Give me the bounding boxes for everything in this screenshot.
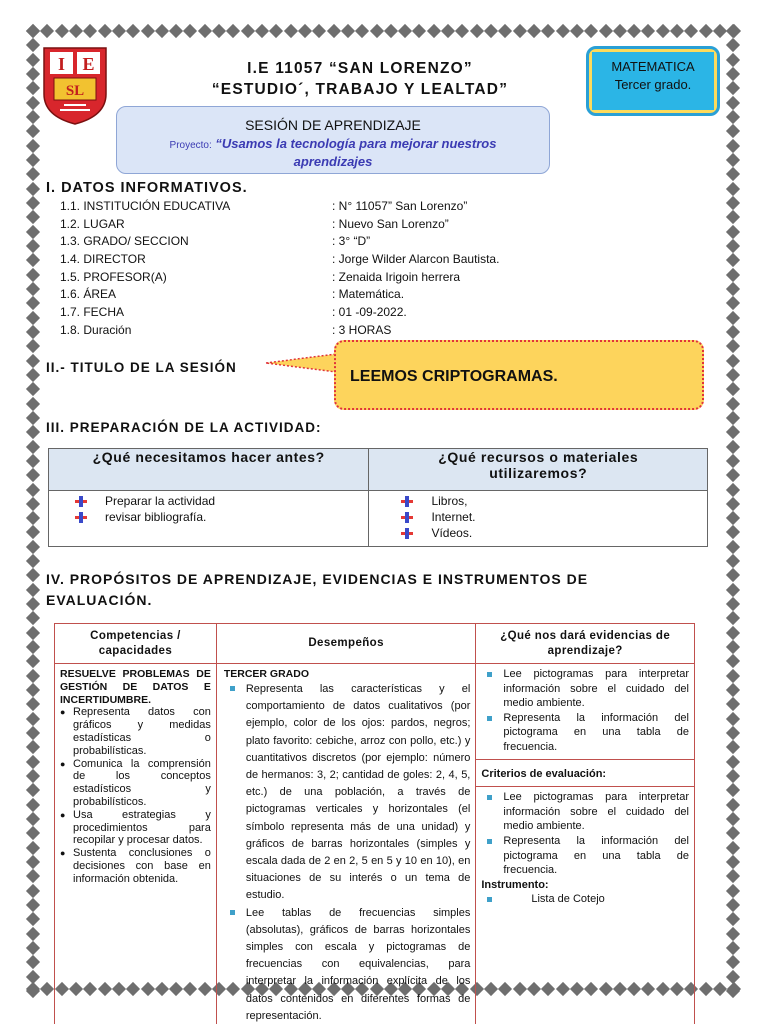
diamond-ornament <box>26 468 40 482</box>
diamond-ornament <box>726 454 740 468</box>
diamond-ornament <box>726 726 740 740</box>
diamond-ornament <box>26 955 40 969</box>
diamond-ornament <box>26 210 40 224</box>
diamond-ornament <box>269 24 283 38</box>
diamond-ornament <box>26 568 40 582</box>
diamond-ornament <box>384 24 398 38</box>
diamond-border-left <box>28 26 38 996</box>
info-row <box>60 323 540 341</box>
arrow-bullet-icon <box>401 496 413 507</box>
school-name <box>150 58 570 100</box>
evidencias-section <box>476 664 694 760</box>
info-label: 1.5. PROFESOR(A) <box>60 269 167 284</box>
callout-pointer-icon <box>264 352 336 374</box>
diamond-ornament <box>726 368 740 382</box>
diamond-ornament <box>726 153 740 167</box>
project-title: “Usamos la tecnología para mejorar nuestros aprendizajes <box>215 136 497 169</box>
diamond-ornament <box>326 24 340 38</box>
diamond-ornament <box>726 411 740 425</box>
diamond-ornament <box>26 841 40 855</box>
diamond-ornament <box>726 941 740 955</box>
diamond-ornament <box>726 210 740 224</box>
diamond-ornament <box>26 941 40 955</box>
info-label: 1.2. LUGAR <box>60 216 125 231</box>
diamond-ornament <box>713 982 727 996</box>
diamond-ornament <box>26 282 40 296</box>
preparation-table <box>48 448 708 547</box>
diamond-ornament <box>40 24 54 38</box>
diamond-ornament <box>513 24 527 38</box>
diamond-ornament <box>726 855 740 869</box>
diamond-ornament <box>355 24 369 38</box>
diamond-ornament <box>726 783 740 797</box>
info-row <box>60 287 540 305</box>
evidencias-cell <box>476 664 695 1024</box>
prep-item: revisar bibliografía. <box>105 510 207 524</box>
diamond-ornament <box>26 153 40 167</box>
project-line <box>117 136 549 170</box>
diamond-ornament <box>726 239 740 253</box>
diamond-ornament <box>26 182 40 196</box>
diamond-ornament <box>684 24 698 38</box>
diamond-ornament <box>26 325 40 339</box>
diamond-ornament <box>198 24 212 38</box>
diamond-ornament <box>26 654 40 668</box>
capacidad-item: ● Sustenta conclusiones o decisiones con base en información obtenida. <box>60 847 211 885</box>
diamond-ornament <box>726 38 740 52</box>
info-value: : 3 HORAS <box>332 322 392 337</box>
diamond-ornament <box>726 139 740 153</box>
diamond-ornament <box>726 626 740 640</box>
list-item <box>401 493 707 509</box>
diamond-ornament <box>726 382 740 396</box>
diamond-ornament <box>627 24 641 38</box>
diamond-ornament <box>26 884 40 898</box>
diamond-ornament <box>241 24 255 38</box>
diamond-ornament <box>26 611 40 625</box>
diamond-ornament <box>26 912 40 926</box>
info-value: : Nuevo San Lorenzo” <box>332 216 449 231</box>
diamond-ornament <box>726 196 740 210</box>
section-4-heading <box>46 569 588 611</box>
diamond-ornament <box>726 396 740 410</box>
diamond-ornament <box>641 24 655 38</box>
list-item <box>75 493 368 509</box>
instrumento-label: Instrumento: <box>481 878 549 891</box>
diamond-ornament <box>726 96 740 110</box>
diamond-ornament <box>26 296 40 310</box>
info-row <box>60 234 540 252</box>
info-list <box>60 199 540 341</box>
diamond-ornament <box>398 24 412 38</box>
arrow-bullet-icon <box>401 528 413 539</box>
diamond-ornament <box>26 783 40 797</box>
diamond-ornament <box>699 982 713 996</box>
diamond-ornament <box>26 225 40 239</box>
logo-letter-e: E <box>82 54 95 74</box>
diamond-ornament <box>255 24 269 38</box>
diamond-ornament <box>726 167 740 181</box>
info-value: : Matemática. <box>332 287 405 302</box>
diamond-ornament <box>226 24 240 38</box>
diamond-ornament <box>726 755 740 769</box>
desempeno-item: Representa las características y el comportamiento de datos cualitativos (por ejemplo, color de los ojos: pardos, negros; plato favorito: cebiche, arroz con pollo, etc.) y cuantitativos discretos (por ejemplo: número de hermanos: 3, 2; cantidad de goles: 2, 4, 5, etc.) de una población, a través de pictogramas verticales y horizontales (el símbolo representa más de una unidad) y gráficos de barras horizontales (simples y escala dada de 2 en 2, 5 en 5 y 10 en 10), en situaciones de su interés o un tema de estudio. <box>224 681 471 905</box>
diamond-ornament <box>341 24 355 38</box>
logo-letter-i: I <box>57 54 66 74</box>
competencias-cell <box>55 664 217 1024</box>
diamond-ornament <box>155 24 169 38</box>
arrow-bullet-icon <box>401 512 413 523</box>
project-label: Proyecto: <box>169 140 212 151</box>
instrumento-item: Lista de Cotejo <box>481 892 689 907</box>
diamond-ornament <box>26 81 40 95</box>
list-item <box>401 509 707 525</box>
diamond-ornament <box>126 24 140 38</box>
diamond-ornament <box>40 982 54 996</box>
diamond-ornament <box>26 769 40 783</box>
diamond-ornament <box>726 712 740 726</box>
diamond-ornament <box>26 855 40 869</box>
diamond-ornament <box>670 24 684 38</box>
session-title: SESIÓN DE APRENDIZAJE <box>245 117 421 133</box>
diamond-ornament <box>726 53 740 67</box>
diamond-ornament <box>726 597 740 611</box>
diamond-ornament <box>541 24 555 38</box>
info-value: : 3° “D” <box>332 234 371 249</box>
diamond-ornament <box>726 497 740 511</box>
diamond-ornament <box>284 24 298 38</box>
prep-header-before: ¿Qué necesitamos hacer antes? <box>49 449 369 491</box>
section-4-heading-line2: EVALUACIÓN. <box>46 592 153 608</box>
diamond-ornament <box>26 927 40 941</box>
header-evidencias: ¿Qué nos dará evidencias de aprendizaje? <box>476 624 695 664</box>
diamond-ornament <box>26 124 40 138</box>
diamond-ornament <box>726 182 740 196</box>
diamond-ornament <box>726 869 740 883</box>
capacidad-item: ● Representa datos con gráficos y medidas estadísticas o probabilísticas. <box>60 706 211 757</box>
section-3-heading: III. PREPARACIÓN DE LA ACTIVIDAD: <box>46 420 322 435</box>
diamond-ornament <box>26 454 40 468</box>
diamond-ornament <box>140 24 154 38</box>
session-main-title: LEEMOS CRIPTOGRAMAS. <box>350 368 558 385</box>
diamond-ornament <box>312 24 326 38</box>
diamond-ornament <box>26 53 40 67</box>
diamond-ornament <box>470 24 484 38</box>
info-value: : Jorge Wilder Alarcon Bautista. <box>332 252 500 267</box>
diamond-ornament <box>26 439 40 453</box>
diamond-ornament <box>726 554 740 568</box>
diamond-ornament <box>298 24 312 38</box>
diamond-ornament <box>427 24 441 38</box>
diamond-ornament <box>656 24 670 38</box>
diamond-ornament <box>726 325 740 339</box>
diamond-ornament <box>726 339 740 353</box>
info-row <box>60 252 540 270</box>
diamond-ornament <box>726 826 740 840</box>
purposes-table <box>54 623 695 1024</box>
diamond-ornament <box>726 353 740 367</box>
diamond-ornament <box>26 626 40 640</box>
diamond-ornament <box>26 511 40 525</box>
diamond-ornament <box>26 755 40 769</box>
logo-initials: SL <box>65 83 85 99</box>
info-row <box>60 270 540 288</box>
diamond-ornament <box>26 669 40 683</box>
prep-item: Preparar la actividad <box>105 494 216 508</box>
prep-before-cell <box>49 491 369 547</box>
diamond-ornament <box>26 339 40 353</box>
diamond-ornament <box>26 697 40 711</box>
header-competencias: Competencias / capacidades <box>55 624 217 664</box>
grade-label: Tercer grado. <box>614 77 692 92</box>
list-item <box>75 509 368 525</box>
diamond-ornament <box>26 712 40 726</box>
criterios-label-section <box>476 760 694 788</box>
section-1-heading: I. DATOS INFORMATIVOS. <box>46 180 248 196</box>
diamond-ornament <box>726 927 740 941</box>
diamond-ornament <box>441 24 455 38</box>
capacidad-item: ● Usa estrategias y procedimientos para recopilar y procesar datos. <box>60 809 211 847</box>
diamond-ornament <box>26 368 40 382</box>
resource-item: Vídeos. <box>431 526 473 540</box>
diamond-ornament <box>26 353 40 367</box>
diamond-ornament <box>26 139 40 153</box>
diamond-ornament <box>527 24 541 38</box>
session-title-callout <box>334 340 704 410</box>
diamond-ornament <box>169 24 183 38</box>
diamond-ornament <box>726 798 740 812</box>
info-label: 1.3. GRADO/ SECCION <box>60 234 189 249</box>
session-header-box <box>116 106 550 174</box>
diamond-ornament <box>726 683 740 697</box>
info-label: 1.4. DIRECTOR <box>60 252 146 267</box>
diamond-ornament <box>726 740 740 754</box>
diamond-ornament <box>26 525 40 539</box>
diamond-ornament <box>26 798 40 812</box>
diamond-ornament <box>598 24 612 38</box>
diamond-ornament <box>726 67 740 81</box>
diamond-ornament <box>212 24 226 38</box>
diamond-ornament <box>726 81 740 95</box>
diamond-ornament <box>26 984 40 998</box>
grade-label: TERCER GRADO <box>223 668 310 680</box>
capacidad-item: ● Comunica la comprensión de los conceptos estadísticos y probabilísticos. <box>60 758 211 809</box>
diamond-ornament <box>26 38 40 52</box>
school-name-line1: I.E 11057 “SAN LORENZO” <box>247 60 473 77</box>
diamond-ornament <box>726 583 740 597</box>
diamond-ornament <box>369 24 383 38</box>
diamond-ornament <box>584 24 598 38</box>
diamond-ornament <box>726 525 740 539</box>
info-label: 1.8. Duración <box>60 322 132 337</box>
diamond-ornament <box>726 225 740 239</box>
diamond-ornament <box>26 826 40 840</box>
diamond-ornament <box>26 726 40 740</box>
diamond-ornament <box>484 24 498 38</box>
diamond-ornament <box>26 253 40 267</box>
diamond-ornament <box>26 683 40 697</box>
criterios-section <box>476 787 694 911</box>
diamond-ornament <box>726 812 740 826</box>
diamond-ornament <box>726 970 740 984</box>
diamond-ornament <box>726 640 740 654</box>
diamond-ornament <box>26 382 40 396</box>
diamond-ornament <box>26 396 40 410</box>
school-logo <box>40 44 110 126</box>
diamond-ornament <box>726 124 740 138</box>
diamond-ornament <box>83 24 97 38</box>
diamond-ornament <box>726 482 740 496</box>
diamond-ornament <box>26 740 40 754</box>
diamond-ornament <box>726 110 740 124</box>
diamond-ornament <box>570 24 584 38</box>
info-value: : Zenaida Irigoin herrera <box>332 269 461 284</box>
subject-label: MATEMATICA <box>611 59 695 74</box>
diamond-ornament <box>726 669 740 683</box>
diamond-ornament <box>726 611 740 625</box>
diamond-ornament <box>26 970 40 984</box>
diamond-ornament <box>726 955 740 969</box>
diamond-ornament <box>726 268 740 282</box>
diamond-ornament <box>726 697 740 711</box>
section-2-heading: II.- TITULO DE LA SESIÓN <box>46 360 237 375</box>
header-desempenos: Desempeños <box>216 624 476 664</box>
info-row <box>60 305 540 323</box>
info-label: 1.7. FECHA <box>60 305 125 320</box>
diamond-ornament <box>26 640 40 654</box>
info-value: : 01 -09-2022. <box>332 305 407 320</box>
info-row <box>60 199 540 217</box>
info-value: : N° 11057” San Lorenzo” <box>332 199 468 213</box>
diamond-ornament <box>26 554 40 568</box>
diamond-ornament <box>726 310 740 324</box>
diamond-ornament <box>26 482 40 496</box>
diamond-ornament <box>26 497 40 511</box>
prep-header-resources: ¿Qué recursos o materiales utilizaremos? <box>369 449 708 491</box>
diamond-ornament <box>726 296 740 310</box>
diamond-ornament <box>112 24 126 38</box>
criterio-item: Lee pictogramas para interpretar información sobre el cuidado del medio ambiente. <box>481 790 689 834</box>
diamond-ornament <box>69 24 83 38</box>
diamond-ornament <box>26 583 40 597</box>
evidencia-item: Lee pictogramas para interpretar información sobre el cuidado del medio ambiente. <box>481 667 689 711</box>
diamond-ornament <box>726 568 740 582</box>
diamond-ornament <box>26 239 40 253</box>
list-item <box>401 525 707 541</box>
resource-item: Internet. <box>431 510 476 524</box>
diamond-ornament <box>699 24 713 38</box>
diamond-ornament <box>26 110 40 124</box>
diamond-border-top <box>28 26 740 36</box>
diamond-ornament <box>726 468 740 482</box>
diamond-ornament <box>412 24 426 38</box>
desempenos-cell <box>216 664 476 1024</box>
diamond-ornament <box>183 24 197 38</box>
criterio-item: Representa la información del pictograma en una tabla de frecuencia. <box>481 834 689 878</box>
diamond-ornament <box>26 411 40 425</box>
diamond-ornament <box>726 984 740 998</box>
diamond-border-right <box>728 26 738 996</box>
diamond-ornament <box>726 884 740 898</box>
diamond-ornament <box>726 253 740 267</box>
diamond-ornament <box>726 841 740 855</box>
prep-resources-cell <box>369 491 708 547</box>
diamond-ornament <box>726 511 740 525</box>
info-label: 1.6. ÁREA <box>60 287 117 302</box>
diamond-ornament <box>726 282 740 296</box>
diamond-ornament <box>726 24 740 38</box>
diamond-ornament <box>55 24 69 38</box>
arrow-bullet-icon <box>75 496 87 507</box>
criterios-label: Criterios de evaluación: <box>481 767 607 780</box>
diamond-ornament <box>726 769 740 783</box>
arrow-bullet-icon <box>75 512 87 523</box>
diamond-ornament <box>26 812 40 826</box>
diamond-ornament <box>555 24 569 38</box>
info-label: 1.1. INSTITUCIÓN EDUCATIVA <box>60 199 231 213</box>
diamond-ornament <box>26 268 40 282</box>
diamond-ornament <box>26 96 40 110</box>
diamond-ornament <box>726 912 740 926</box>
diamond-ornament <box>726 898 740 912</box>
desempeno-item: Lee tablas de frecuencias simples (absolutas), gráficos de barras horizontales simples con escala y pictogramas de frecuencias con equivalencias, para interpretar la información explícita de los datos contenidos en diferentes formas de representación. <box>224 905 471 1024</box>
section-4-heading-line1: IV. PROPÓSITOS DE APRENDIZAJE, EVIDENCIAS E INSTRUMENTOS DE <box>46 571 589 587</box>
diamond-ornament <box>26 425 40 439</box>
diamond-ornament <box>26 898 40 912</box>
subject-grade-box <box>586 46 720 116</box>
diamond-ornament <box>26 67 40 81</box>
diamond-ornament <box>26 24 40 38</box>
diamond-ornament <box>26 597 40 611</box>
info-row <box>60 217 540 235</box>
evidencia-item: Representa la información del pictograma en una tabla de frecuencia. <box>481 711 689 755</box>
diamond-ornament <box>613 24 627 38</box>
diamond-ornament <box>726 540 740 554</box>
diamond-ornament <box>726 654 740 668</box>
diamond-ornament <box>97 24 111 38</box>
diamond-ornament <box>726 425 740 439</box>
diamond-ornament <box>455 24 469 38</box>
diamond-ornament <box>26 869 40 883</box>
diamond-ornament <box>26 196 40 210</box>
diamond-ornament <box>726 439 740 453</box>
diamond-ornament <box>26 540 40 554</box>
diamond-ornament <box>498 24 512 38</box>
school-motto: “ESTUDIO´, TRABAJO Y LEALTAD” <box>211 81 509 98</box>
resource-item: Libros, <box>431 494 468 508</box>
diamond-ornament <box>26 167 40 181</box>
diamond-ornament <box>26 310 40 324</box>
competencia-title: RESUELVE PROBLEMAS DE GESTIÓN DE DATOS E INCERTIDUMBRE. <box>60 668 211 706</box>
